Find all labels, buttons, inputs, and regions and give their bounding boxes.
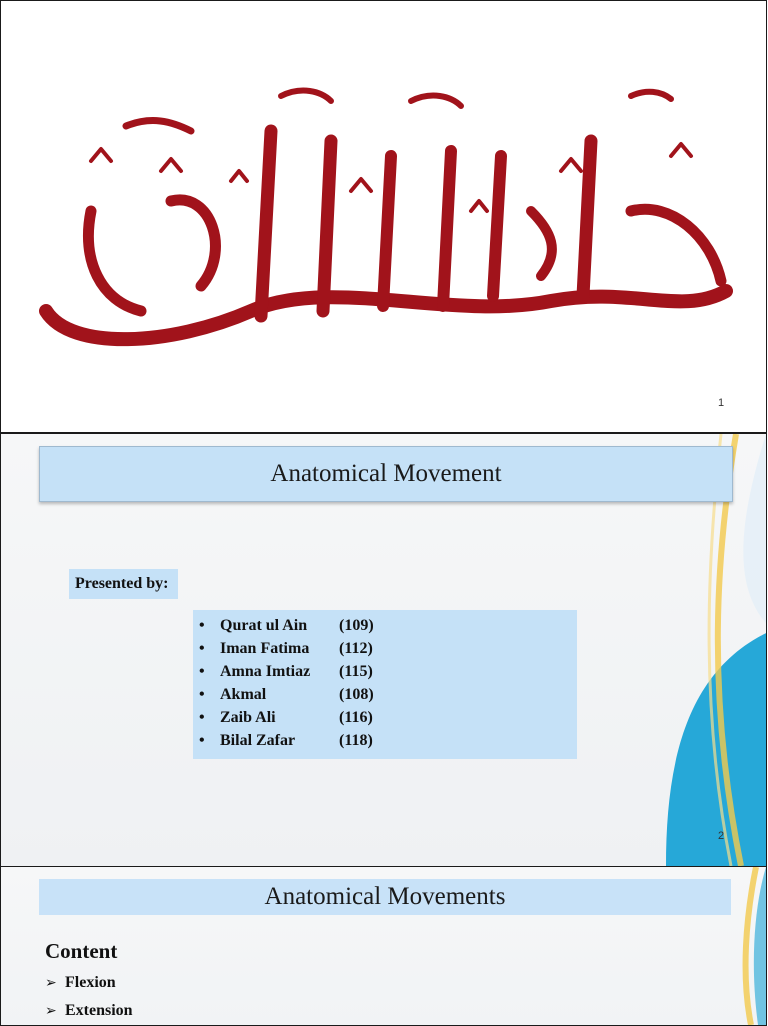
member-item: • Amna Imtiaz (115) <box>199 663 373 680</box>
member-list <box>193 610 577 759</box>
member-item: • Qurat ul Ain (109) <box>199 617 374 634</box>
member-item: • Bilal Zafar (118) <box>199 732 373 749</box>
arrow-bullet-icon: ➢ <box>45 975 57 991</box>
slide-1 <box>0 0 767 433</box>
content-heading: Content <box>45 939 118 963</box>
list-item: ➢ Flexion <box>45 969 133 997</box>
presented-by-label: Presented by: <box>69 569 178 599</box>
slide-number: 1 <box>718 397 725 409</box>
slide-2 <box>0 433 767 867</box>
slide-title: Anatomical Movements <box>39 879 731 915</box>
list-item: ➢ Extension <box>45 997 133 1025</box>
slide-number: 2 <box>718 830 725 842</box>
content-list <box>45 969 133 1025</box>
member-item: • Iman Fatima (112) <box>199 640 373 657</box>
member-item: • Zaib Ali (116) <box>199 709 373 726</box>
bismillah-text: بِسْمِ اللهِ الرَّحْمٰنِ الرَّحِيْمِ <box>380 351 392 352</box>
member-item: • Akmal (108) <box>199 686 374 703</box>
arrow-bullet-icon: ➢ <box>45 1003 57 1019</box>
bismillah-calligraphy <box>31 61 741 361</box>
slide-title: Anatomical Movement <box>39 446 733 502</box>
slide-3 <box>0 866 767 1026</box>
